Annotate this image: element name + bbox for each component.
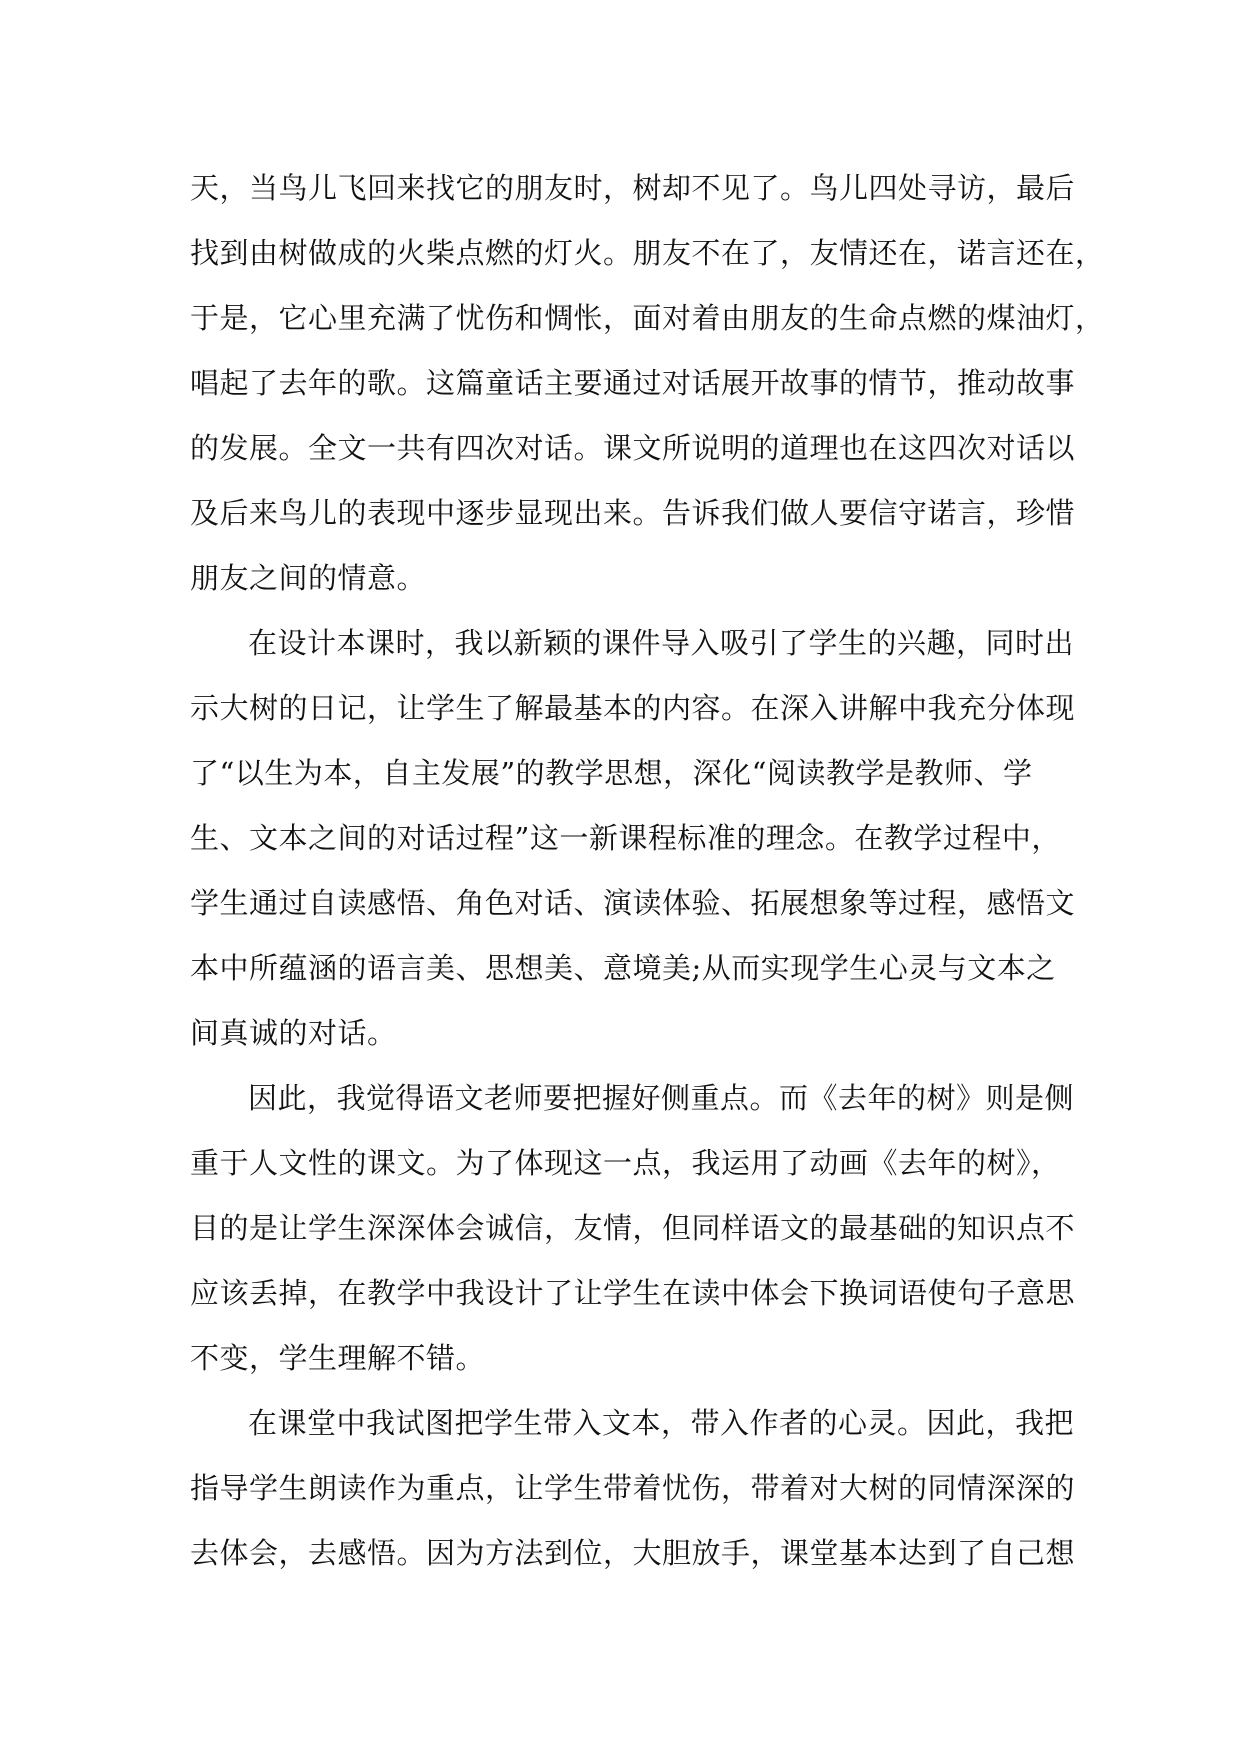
text-line: 间真诚的对话。 [190,1016,397,1050]
text-line: 应该丢掉，在教学中我设计了让学生在读中体会下换词语使句子意思 [190,1276,1076,1310]
text-line: 目的是让学生深深体会诚信，友情，但同样语文的最基础的知识点不 [190,1211,1076,1245]
text-line: 不变，学生理解不错。 [190,1341,486,1375]
text-line: 天，当鸟儿飞回来找它的朋友时，树却不见了。鸟儿四处寻访，最后 [190,171,1076,205]
text-line: 找到由树做成的火柴点燃的灯火。朋友不在了，友情还在，诺言还在， [190,236,1105,270]
text-line: 生、文本之间的对话过程”这一新课程标准的理念。在教学过程中， [190,821,1061,855]
text-line: 唱起了去年的歌。这篇童话主要通过对话展开故事的情节，推动故事 [190,366,1076,400]
text-line: 的发展。全文一共有四次对话。课文所说明的道理也在这四次对话以 [190,431,1076,465]
text-line: 了“以生为本，自主发展”的教学思想，深化“阅读教学是教师、学 [190,756,1033,790]
paragraph-first-line: 在设计本课时，我以新颖的课件导入吸引了学生的兴趣，同时出 [248,626,1075,660]
text-line: 朋友之间的情意。 [190,561,427,595]
paragraph-first-line: 因此，我觉得语文老师要把握好侧重点。而《去年的树》则是侧 [248,1081,1075,1115]
paragraph-first-line: 在课堂中我试图把学生带入文本，带入作者的心灵。因此，我把 [248,1406,1075,1440]
text-line: 及后来鸟儿的表现中逐步显现出来。告诉我们做人要信守诺言，珍惜 [190,496,1076,530]
text-line: 指导学生朗读作为重点，让学生带着忧伤，带着对大树的同情深深的 [190,1471,1076,1505]
text-line: 重于人文性的课文。为了体现这一点，我运用了动画《去年的树》， [190,1146,1061,1180]
text-line: 于是，它心里充满了忧伤和惆怅，面对着由朋友的生命点燃的煤油灯， [190,301,1105,335]
text-line: 示大树的日记，让学生了解最基本的内容。在深入讲解中我充分体现 [190,691,1076,725]
text-line: 去体会，去感悟。因为方法到位，大胆放手，课堂基本达到了自己想 [190,1536,1076,1570]
text-line: 学生通过自读感悟、角色对话、演读体验、拓展想象等过程，感悟文 [190,886,1076,920]
text-line: 本中所蕴涵的语言美、思想美、意境美;从而实现学生心灵与文本之 [190,951,1056,985]
body-text [190,156,1105,1586]
